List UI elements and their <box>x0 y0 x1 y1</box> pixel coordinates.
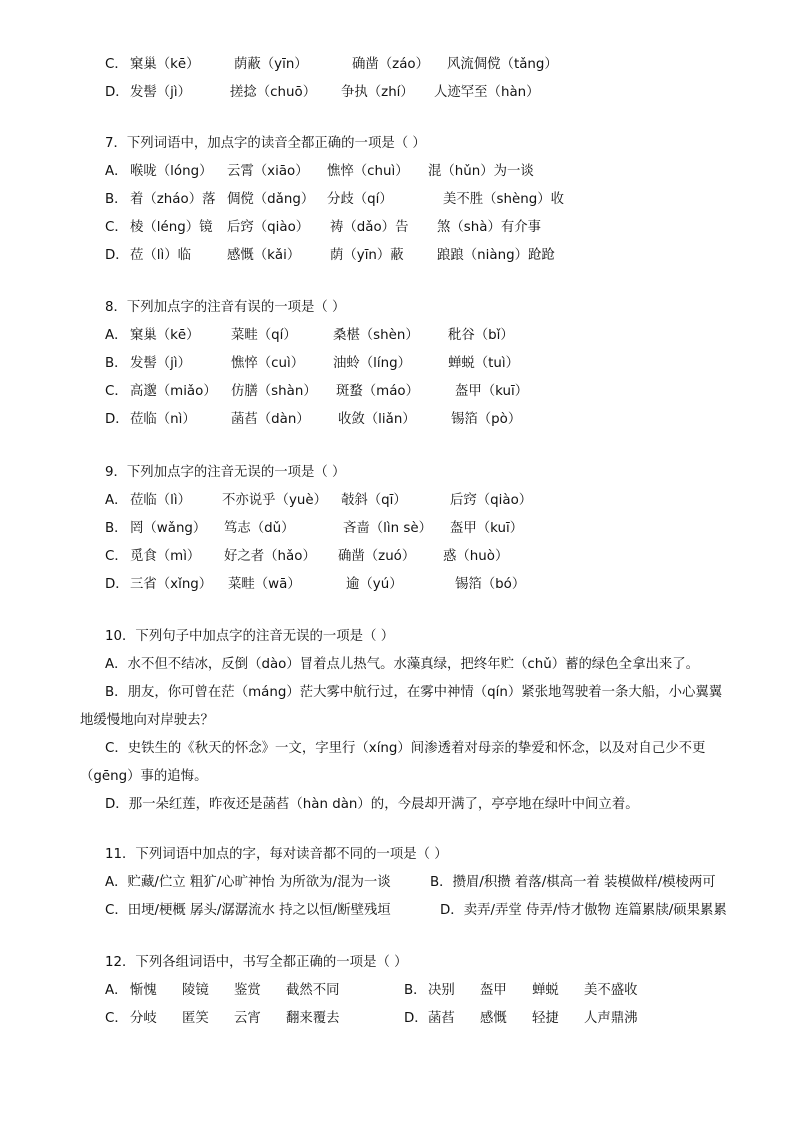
option-item: 惭愧 <box>130 983 157 998</box>
option-label: C． <box>105 1011 128 1026</box>
option-item: 确凿（zuó） <box>338 549 416 564</box>
option-item: 争执（zhí） <box>341 85 414 100</box>
option-d: D．卖弄/弄堂 侍弄/恃才傲物 连篇累牍/硕果累累 <box>440 903 727 918</box>
option-label: A． <box>105 328 128 343</box>
option-item: 莅临（nì） <box>130 412 196 427</box>
option-a: A．水不但不结冰，反倒（dào）冒着点儿热气。水藻真绿，把终年贮（chǔ）蓄的绿色全拿出来了。 <box>105 657 700 672</box>
option-item: 截然不同 <box>286 983 340 998</box>
option-item: 匿笑 <box>182 1011 209 1026</box>
option-item: 三省（xǐng） <box>130 577 213 592</box>
option-label: A． <box>105 983 128 998</box>
option-item: 祷（dǎo）告 <box>330 220 409 235</box>
option-item: 风流倜傥（tǎng） <box>447 57 558 72</box>
option-item: 窠巢（kē） <box>130 328 200 343</box>
option-item: 高邈（miǎo） <box>130 384 217 399</box>
option-item: 踉踉（niàng）跄跄 <box>437 248 555 263</box>
option-item: 美不胜（shèng）收 <box>443 192 565 207</box>
option-item: 搓捻（chuō） <box>230 85 317 100</box>
option-item: 窠巢（kē） <box>130 57 200 72</box>
option-item: 逾（yú） <box>346 577 403 592</box>
option-item: 罔（wǎng） <box>130 521 207 536</box>
option-item: 桑椹（shèn） <box>333 328 419 343</box>
option-label: C． <box>105 549 128 564</box>
option-item: 混（hǔn）为一谈 <box>428 164 534 179</box>
option-label: C． <box>105 57 128 72</box>
option-item: 发髻（jì） <box>130 85 192 100</box>
option-label: B． <box>105 192 128 207</box>
option-item: 翻来覆去 <box>286 1011 340 1026</box>
option-item: 锡箔（bó） <box>455 577 526 592</box>
option-item: 盔甲（kuī） <box>450 521 524 536</box>
question-title: 9．下列加点字的注音无误的一项是（ ） <box>105 465 346 480</box>
option-c: C．史铁生的《秋天的怀念》一文，字里行（xíng）间渗透着对母亲的挚爱和怀念，以及对自己少不更 <box>105 741 706 756</box>
question-title: 7．下列词语中，加点字的读音全都正确的一项是（ ） <box>105 136 426 151</box>
option-item: 分岐 <box>130 1011 157 1026</box>
option-item: 陵镜 <box>182 983 209 998</box>
option-c: C．田埂/梗概 孱头/潺潺流水 持之以恒/断壁残垣 <box>105 903 391 918</box>
option-b: B．朋友，你可曾在茫（máng）茫大雾中航行过，在雾中神情（qín）紧张地驾驶着一条大船，小心翼翼 <box>105 685 723 700</box>
option-item: 云霄（xiāo） <box>227 164 309 179</box>
question-title: 12．下列各组词语中，书写全都正确的一项是（ ） <box>105 955 408 970</box>
option-item: 美不盛收 <box>584 983 638 998</box>
option-c-continued: （gēng）事的追悔。 <box>80 769 208 784</box>
option-item: 确凿（záo） <box>352 57 429 72</box>
option-item: 收敛（liǎn） <box>338 412 416 427</box>
option-item: 仿膳（shàn） <box>231 384 317 399</box>
option-item: 菡萏（dàn） <box>231 412 310 427</box>
option-item: 人迹罕至（hàn） <box>434 85 540 100</box>
option-item: 决别 <box>428 983 455 998</box>
option-label: D． <box>105 248 129 263</box>
option-item: 锡箔（pò） <box>451 412 522 427</box>
option-item: 菜畦（qí） <box>231 328 297 343</box>
option-item: 荫蔽（yīn） <box>234 57 308 72</box>
option-item: 感慨 <box>480 1011 507 1026</box>
option-item: 盔甲 <box>480 983 507 998</box>
question-title: 8．下列加点字的注音有误的一项是（ ） <box>105 300 346 315</box>
option-item: 憔悴（chuì） <box>327 164 409 179</box>
option-item: 憔悴（cuì） <box>231 356 305 371</box>
option-item: 喉咙（lóng） <box>130 164 213 179</box>
option-label: B． <box>105 521 128 536</box>
option-a: A．贮藏/伫立 粗犷/心旷神怡 为所欲为/混为一谈 <box>105 875 391 890</box>
option-item: 吝啬（lìn sè） <box>343 521 432 536</box>
option-item: 云宵 <box>234 1011 261 1026</box>
option-item: 菡萏 <box>428 1011 455 1026</box>
option-item: 荫（yīn）蔽 <box>330 248 404 263</box>
option-label: C． <box>105 384 128 399</box>
option-label: C． <box>105 220 128 235</box>
option-item: 莅临（lì） <box>130 493 192 508</box>
option-item: 蝉蜕 <box>532 983 559 998</box>
option-label: A． <box>105 164 128 179</box>
option-item: 不亦说乎（yuè） <box>222 493 327 508</box>
option-item: 分歧（qí） <box>327 192 393 207</box>
option-item: 人声鼎沸 <box>584 1011 638 1026</box>
option-label: A． <box>105 493 128 508</box>
option-b: B．攒眉/积攒 着落/棋高一着 装模做样/模棱两可 <box>430 875 716 890</box>
option-item: 着（zháo）落 <box>130 192 216 207</box>
option-item: 发髻（jì） <box>130 356 192 371</box>
option-item: 攲斜（qī） <box>341 493 407 508</box>
option-label: B． <box>105 356 128 371</box>
option-item: 盔甲（kuī） <box>455 384 529 399</box>
option-item: 蝉蜕（tuì） <box>448 356 520 371</box>
option-item: 莅（lì）临 <box>130 248 192 263</box>
option-item: 秕谷（bǐ） <box>448 328 514 343</box>
option-d: D．那一朵红莲，昨夜还是菡萏（hàn dàn）的，今晨却开满了，亭亭地在绿叶中间立着。 <box>105 797 639 812</box>
option-item: 笃志（dǔ） <box>224 521 295 536</box>
option-item: 轻捷 <box>532 1011 559 1026</box>
option-item: 斑蝥（máo） <box>336 384 420 399</box>
option-item: 倜傥（dǎng） <box>227 192 315 207</box>
option-label: D． <box>404 1011 428 1026</box>
option-label: D． <box>105 412 129 427</box>
option-item: 惑（huò） <box>443 549 509 564</box>
question-title: 10．下列句子中加点字的注音无误的一项是（ ） <box>105 629 395 644</box>
option-label: D． <box>105 85 129 100</box>
option-label: B． <box>404 983 427 998</box>
option-item: 觅食（mì） <box>130 549 201 564</box>
option-item: 感慨（kǎi） <box>227 248 301 263</box>
option-item: 鉴赏 <box>234 983 261 998</box>
option-item: 后窍（qiào） <box>227 220 310 235</box>
option-b-continued: 地缓慢地向对岸驶去？ <box>80 713 214 728</box>
option-item: 煞（shà）有介事 <box>437 220 542 235</box>
option-label: D． <box>105 577 129 592</box>
option-item: 棱（léng）镜 <box>130 220 213 235</box>
option-item: 油蛉（líng） <box>333 356 411 371</box>
option-item: 菜畦（wā） <box>228 577 301 592</box>
option-item: 好之者（hǎo） <box>224 549 316 564</box>
option-item: 后窍（qiào） <box>450 493 533 508</box>
question-title: 11．下列词语中加点的字，每对读音都不同的一项是（ ） <box>105 847 448 862</box>
